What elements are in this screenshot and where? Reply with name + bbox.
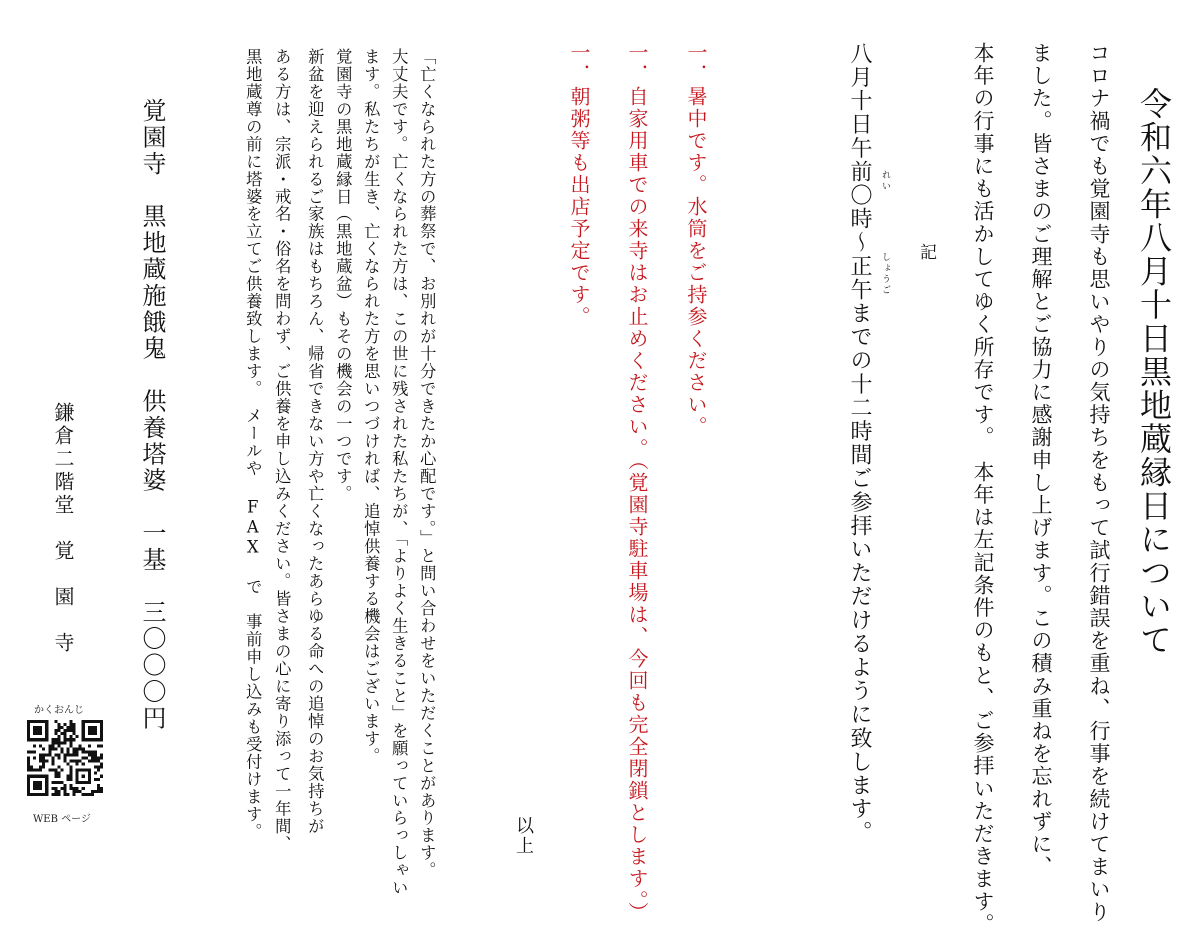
ki-label: 記 bbox=[916, 243, 936, 260]
body-line-1: 「亡くなられた方の葬祭で、お別れが十分できたか心配です。」と問い合わせをいただくことがあります。 bbox=[417, 48, 437, 880]
ruby-shougo: しょうご bbox=[880, 252, 890, 296]
temple-name: 鎌倉二階堂 覚 園 寺 bbox=[51, 402, 75, 655]
ruby-rei: れい bbox=[880, 170, 890, 192]
item-stalls: 一．朝粥等も出店予定です。 bbox=[567, 42, 591, 328]
page-title: 令和六年八月十日黒地蔵縁日について bbox=[1135, 87, 1173, 657]
date-line: 八月十日午前〇時～正午までの十二時間ご参拝いただけるように致します。 bbox=[847, 42, 872, 845]
body-line-2: 大丈夫です。亡くなられた方は、この世に残された私たちが、「よりよく生きること」を願っていらっしゃい bbox=[389, 48, 409, 897]
body-line-6: ある方は、宗派・戒名・俗名を問わず、ご供養を申し込みください。皆さまの心に寄り添って一年間、 bbox=[272, 48, 292, 853]
body-line-4: 覚園寺の黒地蔵縁日（黒地蔵盆）もその機会の一つです。 bbox=[333, 48, 353, 503]
offering-price: 覚園寺 黒地蔵施餓鬼 供養塔婆 一基 三〇〇〇円 bbox=[138, 98, 166, 732]
item-no-car: 一．自家用車での来寺はお止めください。（覚園寺駐車場は、今回も完全閉鎖とします。） bbox=[625, 42, 649, 924]
closing-mark: 以上 bbox=[513, 816, 534, 856]
intro-line-2: ました。皆さまのご理解とご協力に感謝申し上げます。この積み重ねを忘れずに、 bbox=[1029, 42, 1053, 879]
qr-label-bottom: WEB ページ bbox=[33, 814, 91, 825]
qr-code[interactable] bbox=[27, 720, 103, 796]
intro-line-3: 本年の行事にも活かしてゆく所存です。 本年は左記条件のもと、ご参拝いただきます。 bbox=[971, 42, 995, 936]
item-water-bottle: 一．暑中です。水筒をご持参ください。 bbox=[684, 42, 708, 438]
qr-label-top: かくおんじ bbox=[34, 705, 84, 716]
body-line-5: 新盆を迎えられるご家族はもちろん、帰省できない方や亡くなったあらゆる命への追悼のお気持ちが bbox=[305, 48, 325, 836]
intro-line-1: コロナ禍でも覚園寺も思いやりの気持ちをもって試行錯誤を重ね、行事を続けてまいり bbox=[1087, 42, 1111, 924]
body-line-7: 黒地蔵尊の前に塔婆を立てご供養致します。 メールや FAX で 事前申し込みも受付けます。 bbox=[243, 48, 263, 841]
body-line-3: ます。私たちが生き、亡くなられた方を思いつづければ、追悼供養する機会はございます。 bbox=[361, 48, 381, 766]
